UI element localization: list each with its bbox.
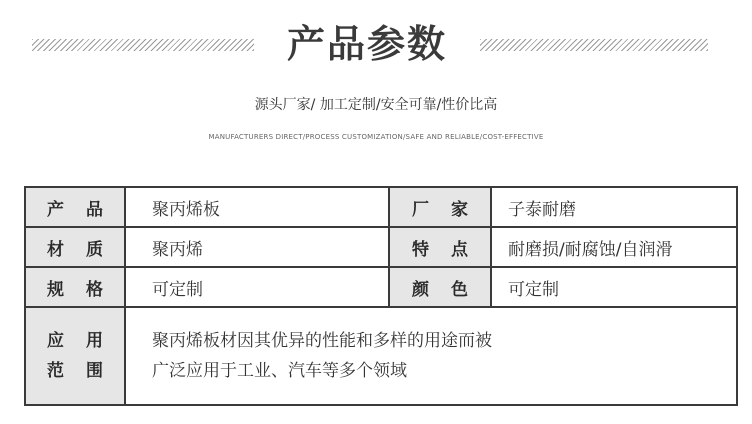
label-application bbox=[25, 307, 125, 405]
label-material: 材 质 bbox=[25, 227, 125, 267]
value-material: 聚丙烯 bbox=[125, 227, 389, 267]
subtitle: 源头厂家/ 加工定制/安全可靠/性价比高 bbox=[254, 97, 498, 113]
application-text-line1: 聚丙烯板材因其优异的性能和多样的用途而被 bbox=[152, 331, 492, 351]
subtitle-english: MANUFACTURERS DIRECT/PROCESS CUSTOMIZATION/SAFE AND RELIABLE/COST-EFFECTIVE bbox=[208, 133, 544, 141]
label-application-line1: 应 用 bbox=[47, 331, 111, 351]
label-application-line2: 范 围 bbox=[47, 361, 111, 381]
decorative-stripes-left bbox=[32, 39, 254, 51]
spec-row-application bbox=[25, 307, 737, 405]
spec-row-material bbox=[25, 227, 737, 267]
value-manufacturer: 子泰耐磨 bbox=[491, 187, 737, 227]
page-title: 产品参数 bbox=[286, 22, 447, 66]
value-size: 可定制 bbox=[125, 267, 389, 307]
value-product: 聚丙烯板 bbox=[125, 187, 389, 227]
application-text-line2: 广泛应用于工业、汽车等多个领域 bbox=[152, 361, 407, 381]
label-size: 规 格 bbox=[25, 267, 125, 307]
value-features: 耐磨损/耐腐蚀/自润滑 bbox=[491, 227, 737, 267]
label-features: 特 点 bbox=[389, 227, 491, 267]
label-color: 颜 色 bbox=[389, 267, 491, 307]
value-application bbox=[125, 307, 737, 405]
decorative-stripes-right bbox=[480, 39, 708, 51]
value-color: 可定制 bbox=[491, 267, 737, 307]
label-product: 产 品 bbox=[25, 187, 125, 227]
spec-table bbox=[24, 186, 738, 406]
title-row bbox=[0, 16, 752, 72]
spec-row-product bbox=[25, 187, 737, 227]
label-manufacturer: 厂 家 bbox=[389, 187, 491, 227]
spec-row-size bbox=[25, 267, 737, 307]
